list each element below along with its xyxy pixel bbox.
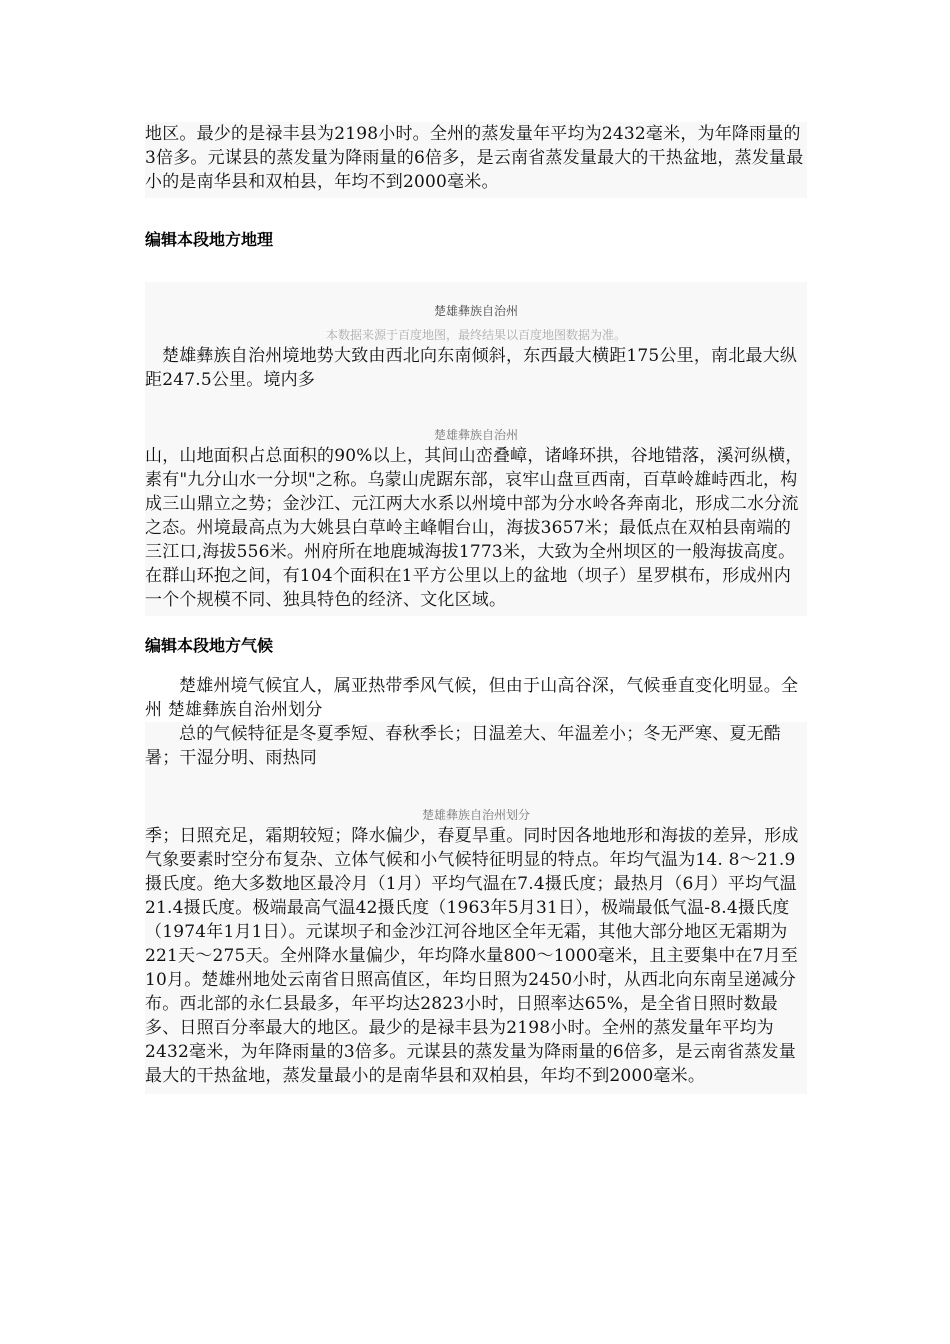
paragraph-terrain-detail: 山，山地面积占总面积的90%以上，其间山峦叠嶂，诸峰环拱，谷地错落，溪河纵横，素有"九分山水一分坝"之称。乌蒙山虎踞东部，哀牢山盘亘西南，百草岭雄峙西北，构成三山鼎立之势；金沙江、元江两大水系以州境中部为分水岭各奔南北，形成二水分流之态。州境最高点为大姚县白草岭主峰帽台山，海拔3657米；最低点在双柏县南端的三江口,海拔556米。州府所在地鹿城海拔1773米，大致为全州坝区的一般海拔高度。在群山环抱之间，有104个面积在1平方公里以上的盆地（坝子）星罗棋布，形成州内一个个规模不同、独具特色的经济、文化区域。 [145, 446, 803, 610]
map-embed [145, 282, 807, 344]
heading-geography: 编辑本段地方地理 [145, 230, 274, 249]
paragraph-block-6 [145, 824, 807, 1094]
image-caption-1: 楚雄彝族自治州 [433, 428, 518, 442]
image-caption-2: 楚雄彝族自治州划分 [421, 808, 530, 822]
heading-climate: 编辑本段地方气候 [145, 636, 274, 655]
article-content [145, 122, 807, 1094]
image-embed-2 [145, 774, 807, 824]
map-caption-title: 楚雄彝族自治州 [433, 304, 518, 318]
map-data-source-note: 本数据来源于百度地图，最终结果以百度地图数据为准。 [325, 328, 626, 342]
paragraph-evaporation-intro: 地区。最少的是禄丰县为2198小时。全州的蒸发量年平均为2432毫米，为年降雨量的3倍多。元谋县的蒸发量为降雨量的6倍多，是云南省蒸发量最大的干热盆地，蒸发量最小的是南华县和双柏县，年均不到2000毫米。 [145, 124, 804, 192]
spacer [145, 658, 807, 674]
paragraph-climate-detail: 季；日照充足，霜期较短；降水偏少，春夏旱重。同时因各地地形和海拔的差异，形成气象要素时空分布复杂、立体气候和小气候特征明显的特点。年均气温为14. 8～21.9 摄氏度。绝大多数地区最冷月（1月）平均气温在7.4摄氏度；最热月（6月）平均气温21.4摄氏度。极端最高气温42摄氏度（1963年5月31日），极端最低气温-8.4摄氏度（1974年1月1日）。元谋坝子和金沙江河谷地区全年无霜，其他大部分地区无霜期为221天～275天。全州降水量偏少，年均降水量800～1000毫米，且主要集中在7月至10月。楚雄州地处云南省日照高值区，年均日照为2450小时，从西北向东南呈递减分布。西北部的永仁县最多，年平均达2823小时，日照率达65%，是全省日照时数最多、日照百分率最大的地区。最少的是禄丰县为2198小时。全州的蒸发量年平均为2432毫米，为年降雨量的3倍多。元谋县的蒸发量为降雨量的6倍多，是云南省蒸发量最大的干热盆地，蒸发量最小的是南华县和双柏县，年均不到2000毫米。 [145, 826, 799, 1086]
image-embed-1 [145, 394, 807, 444]
paragraph-climate-features: 总的气候特征是冬夏季短、春秋季长；日温差大、年温差小；冬无严寒、夏无酷暑；干湿分明、雨热同 [145, 724, 781, 768]
spacer [145, 198, 807, 228]
paragraph-block-2 [145, 344, 807, 394]
paragraph-terrain-intro: 楚雄彝族自治州境地势大致由西北向东南倾斜，东西最大横距175公里，南北最大纵距247.5公里。境内多 [145, 346, 798, 390]
spacer [145, 616, 807, 634]
paragraph-block-1 [145, 122, 807, 198]
paragraph-block-5 [145, 722, 807, 774]
paragraph-climate-intro: 楚雄州境气候宜人，属亚热带季风气候，但由于山高谷深，气候垂直变化明显。全州 楚雄彝族自治州划分 [145, 676, 799, 720]
paragraph-block-3 [145, 444, 807, 616]
